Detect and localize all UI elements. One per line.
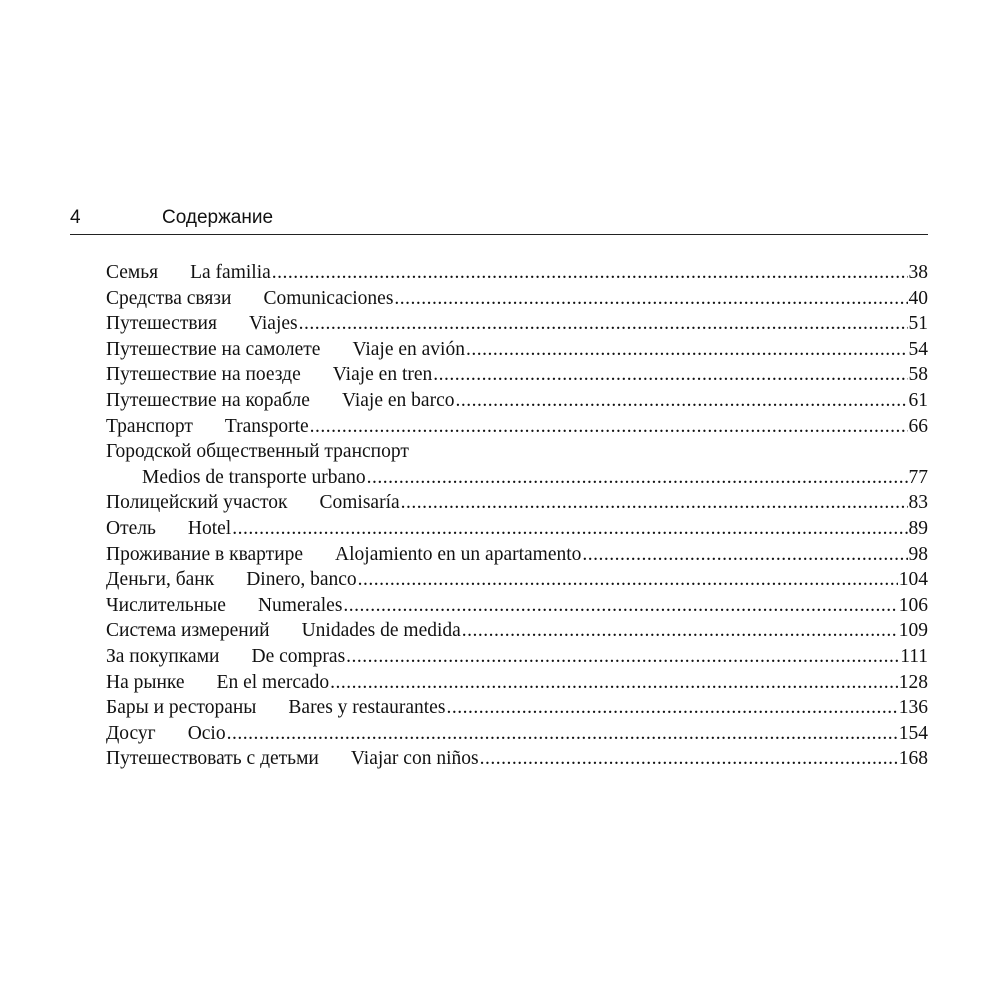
toc-entry-es: Unidades de medida — [301, 620, 461, 642]
dot-leader — [358, 567, 898, 593]
toc-entry-page: 58 — [908, 364, 928, 386]
toc-entry-page: 106 — [898, 594, 928, 616]
page-header — [70, 204, 928, 235]
toc-entry-ru: Путешествие на поезде — [106, 364, 301, 386]
toc-entry-es: La familia — [190, 262, 271, 283]
toc-entry-ru: Средства связи — [106, 287, 232, 309]
toc-entry-ru: Проживание в квартире — [106, 543, 304, 565]
dot-leader — [480, 746, 898, 772]
toc-entry-ru: Путешествие на самолете — [106, 338, 321, 360]
toc-entry-market[interactable] — [106, 670, 928, 696]
dot-leader — [455, 388, 907, 414]
toc-entry-es: Viaje en avión — [352, 338, 465, 360]
toc-entry-page: 168 — [898, 748, 928, 770]
dot-leader — [466, 337, 908, 363]
toc-entry-page: 109 — [898, 620, 928, 642]
toc-entry-ru: Путешествовать с детьми — [106, 748, 319, 770]
toc-entry-page: 66 — [908, 415, 928, 437]
toc-entry-ru: Бары и рестораны — [106, 697, 257, 719]
toc-entry-page: 40 — [908, 287, 928, 309]
toc-entry-travel[interactable] — [106, 311, 928, 337]
toc-entry-ru: Путешествие на корабле — [106, 389, 310, 411]
dot-leader — [582, 542, 907, 568]
toc-entry-page: 61 — [908, 389, 928, 411]
toc-entry-es: Viaje en tren — [332, 364, 433, 386]
toc-entry-es: En el mercado — [216, 671, 330, 693]
toc-entry-ru: Транспорт — [106, 415, 193, 437]
toc-entry-ru: Система измерений — [106, 620, 270, 642]
toc-entry-urban-transport-ru[interactable] — [106, 439, 928, 465]
toc-entry-es: Viajar con niños — [350, 748, 479, 770]
table-of-contents — [106, 260, 928, 772]
toc-entry-page: 54 — [908, 338, 928, 360]
toc-entry-es: Comisaría — [319, 492, 400, 514]
toc-entry-es: De compras — [251, 645, 346, 667]
toc-entry-es: Hotel — [187, 517, 232, 539]
dot-leader — [394, 286, 907, 312]
toc-entry-ru: Семья — [106, 262, 159, 283]
toc-entry-ru: Городской общественный транспорт — [106, 441, 409, 463]
dot-leader — [346, 644, 899, 670]
dot-leader — [433, 362, 907, 388]
dot-leader — [232, 516, 907, 542]
toc-entry-travel-with-kids[interactable] — [106, 746, 928, 772]
toc-entry-ru: За покупками — [106, 645, 220, 667]
toc-entry-money-bank[interactable] — [106, 567, 928, 593]
dot-leader — [367, 465, 908, 491]
toc-entry-numerals[interactable] — [106, 593, 928, 619]
running-title: Содержание — [162, 207, 274, 228]
toc-entry-page: 111 — [900, 645, 928, 667]
toc-entry-es: Viajes — [248, 313, 298, 335]
toc-entry-page: 51 — [908, 313, 928, 335]
toc-entry-page: 83 — [908, 492, 928, 514]
toc-entry-es: Dinero, banco — [246, 569, 357, 591]
dot-leader — [446, 695, 897, 721]
toc-entry-page: 98 — [908, 543, 928, 565]
toc-entry-hotel[interactable] — [106, 516, 928, 542]
toc-entry-page: 128 — [898, 671, 928, 693]
toc-entry-es: Viaje en barco — [341, 389, 455, 411]
toc-entry-es: Medios de transporte urbano — [142, 466, 366, 488]
toc-entry-ru: Отель — [106, 517, 156, 539]
toc-entry-train-travel[interactable] — [106, 362, 928, 388]
toc-entry-es: Ocio — [187, 722, 226, 744]
toc-entry-plane-travel[interactable] — [106, 337, 928, 363]
dot-leader — [401, 490, 908, 516]
page-number: 4 — [70, 207, 81, 228]
toc-entry-page: 104 — [898, 569, 928, 591]
dot-leader — [343, 593, 897, 619]
toc-entry-apartment[interactable] — [106, 542, 928, 568]
toc-entry-page: 154 — [898, 722, 928, 744]
toc-entry-boat-travel[interactable] — [106, 388, 928, 414]
toc-entry-page: 136 — [898, 697, 928, 719]
toc-entry-es: Comunicaciones — [263, 287, 394, 309]
toc-entry-es: Transporte — [224, 415, 309, 437]
toc-entry-es: Numerales — [257, 594, 343, 616]
toc-entry-urban-transport-es[interactable] — [106, 465, 928, 491]
dot-leader — [310, 414, 908, 440]
toc-entry-ru: На рынке — [106, 671, 185, 693]
toc-entry-ru: Деньги, банк — [106, 569, 215, 591]
toc-entry-family[interactable] — [106, 260, 928, 286]
dot-leader — [299, 311, 908, 337]
toc-entry-page: 38 — [908, 262, 928, 283]
dot-leader — [330, 670, 898, 696]
toc-entry-page: 89 — [908, 517, 928, 539]
toc-entry-ru: Досуг — [106, 722, 156, 744]
dot-leader — [462, 618, 898, 644]
toc-entry-shopping[interactable] — [106, 644, 928, 670]
dot-leader — [272, 260, 908, 286]
toc-entry-transport[interactable] — [106, 414, 928, 440]
toc-entry-measurements[interactable] — [106, 618, 928, 644]
toc-entry-ru: Числительные — [106, 594, 226, 616]
toc-entry-es: Bares y restaurantes — [288, 697, 446, 719]
toc-entry-ru: Путешествия — [106, 313, 217, 335]
dot-leader — [227, 721, 898, 747]
toc-entry-page: 77 — [908, 466, 928, 488]
toc-entry-communications[interactable] — [106, 286, 928, 312]
toc-entry-ru: Полицейский участок — [106, 492, 288, 514]
toc-entry-leisure[interactable] — [106, 721, 928, 747]
toc-entry-police-station[interactable] — [106, 490, 928, 516]
toc-entry-bars-restaurants[interactable] — [106, 695, 928, 721]
toc-entry-es: Alojamiento en un apartamento — [335, 543, 582, 565]
